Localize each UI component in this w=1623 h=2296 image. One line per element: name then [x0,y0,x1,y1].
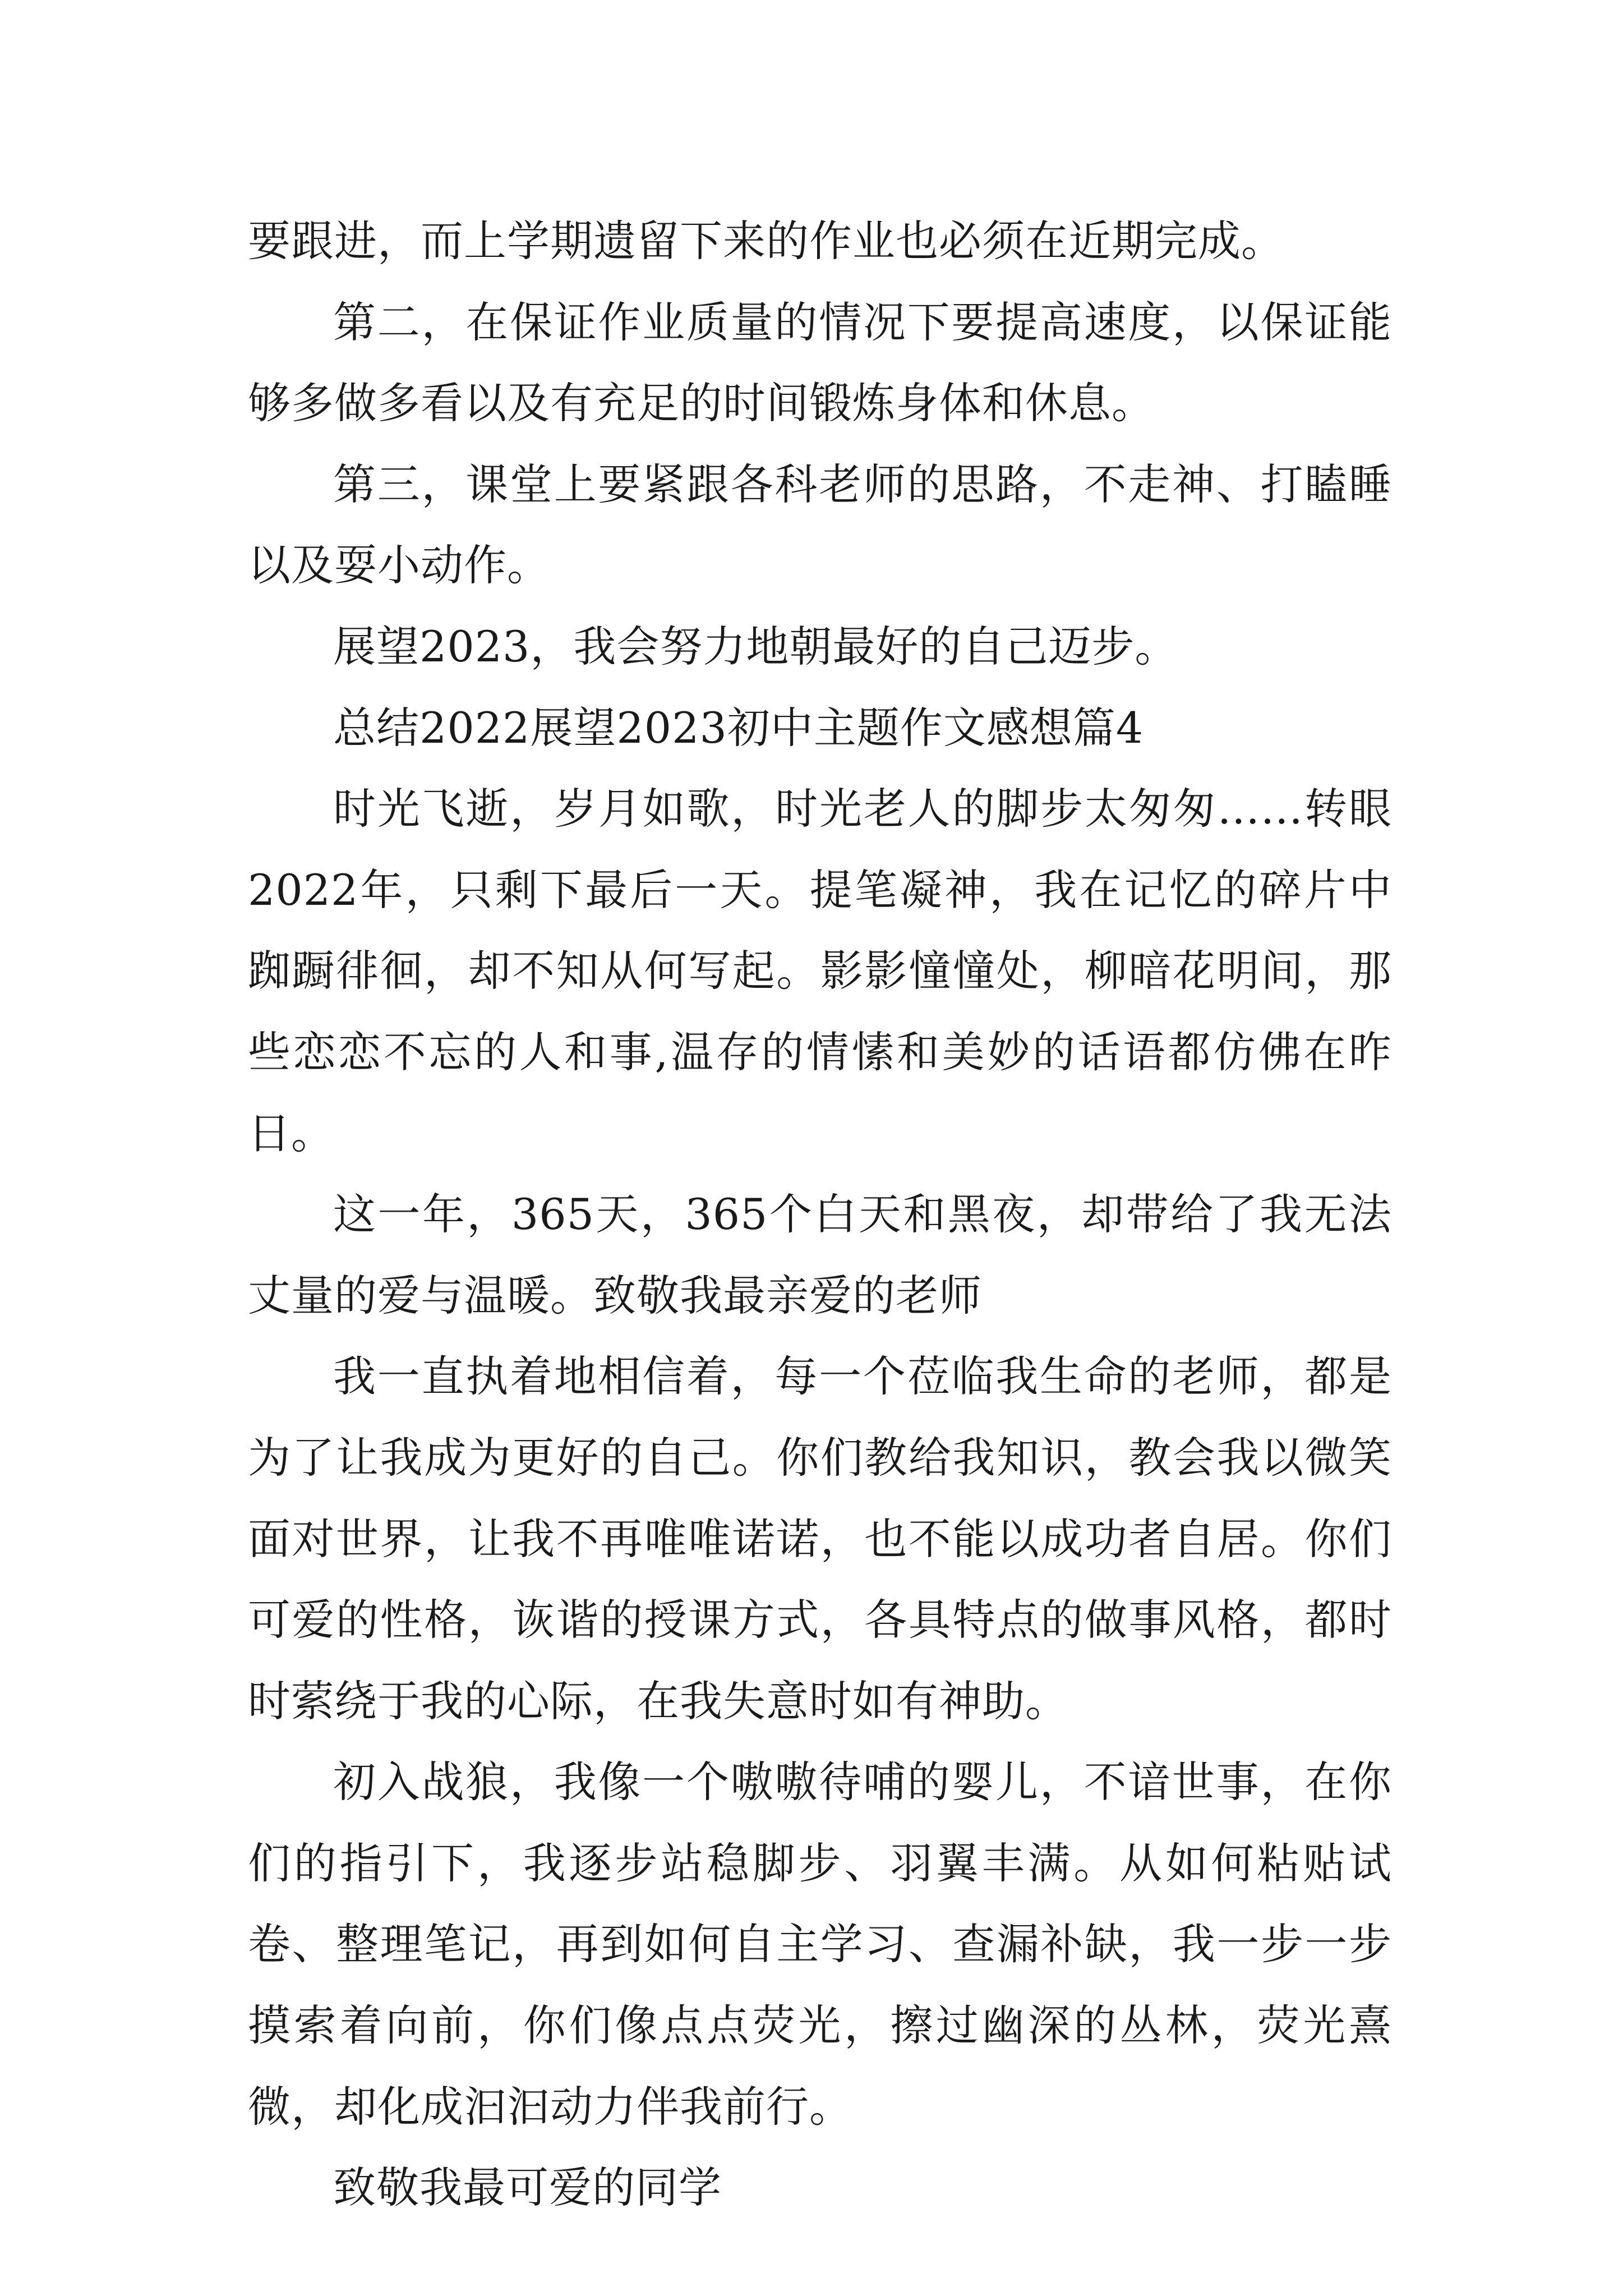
paragraph-classmates: 致敬我最可爱的同学 [333,2162,722,2213]
paragraph-time-flies: 时光飞逝，岁月如歌，时光老人的脚步太匆匆……转眼2022年，只剩下最后一天。提笔凝神，我在记忆的碎片中踟蹰徘徊，却不知从何写起。影影憧憧处，柳暗花明间，那些恋恋不忘的人和事,温存的情愫和美妙的话语都仿佛在昨日。 [248,784,1392,1158]
paragraph-first-entry: 初入战狼，我像一个嗷嗷待哺的婴儿，不谙世事，在你们的指引下，我逐步站稳脚步、羽翼丰满。从如何粘贴试卷、整理笔记，再到如何自主学习、查漏补缺，我一步一步摸索着向前，你们像点点荧光，擦过幽深的丛林，荧光熹微，却化成汩汩动力伴我前行。 [248,1757,1392,2132]
paragraph-second-point: 第二，在保证作业质量的情况下要提高速度，以保证能够多做多看以及有充足的时间锻炼身体和休息。 [248,297,1392,429]
paragraph-outlook: 展望2023，我会努力地朝最好的自己迈步。 [333,621,1178,671]
section-heading: 总结2022展望2023初中主题作文感想篇4 [333,702,1144,753]
paragraph-this-year: 这一年，365天，365个白天和黑夜，却带给了我无法丈量的爱与温暖。致敬我最亲爱的老师 [248,1189,1392,1320]
paragraph-teachers: 我一直执着地相信着，每一个莅临我生命的老师，都是为了让我成为更好的自己。你们教给我知识，教会我以微笑面对世界，让我不再唯唯诺诺，也不能以成功者自居。你们可爱的性格，诙谐的授课方式，各具特点的做事风格，都时时萦绕于我的心际，在我失意时如有神助。 [248,1351,1392,1726]
document-body [248,201,1392,2229]
paragraph-third-point: 第三，课堂上要紧跟各科老师的思路，不走神、打瞌睡以及耍小动作。 [248,459,1392,591]
paragraph-continuation: 要跟进，而上学期遗留下来的作业也必须在近期完成。 [248,216,1284,266]
